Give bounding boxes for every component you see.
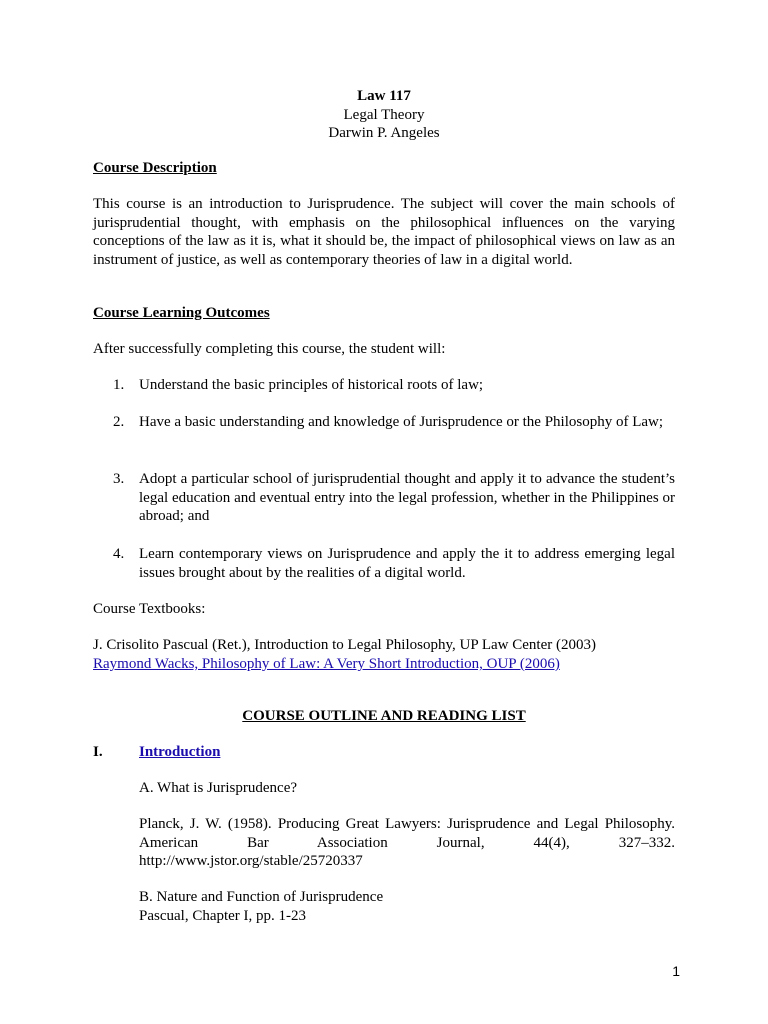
textbook-wacks-link[interactable]: Raymond Wacks, Philosophy of Law: A Very Short Introduction, OUP (2006) (93, 656, 560, 672)
section-numeral: I. (93, 744, 103, 760)
subtopic-what-is-jurisprudence: A. What is Jurisprudence? (139, 780, 298, 796)
course-description-heading: Course Description (93, 160, 217, 176)
reading-reference-planck: Planck, J. W. (1958). Producing Great Lawyers: Jurisprudence and Legal Philosophy. American Bar Association Journal, 44(4), 327–332. http://www.jstor.org/stable/25720337 (139, 816, 675, 869)
document-header (93, 87, 675, 143)
section-introduction-link[interactable]: Introduction (139, 744, 221, 760)
course-title: Legal Theory (343, 106, 425, 123)
list-item (113, 545, 675, 582)
course-description-body: This course is an introduction to Jurisprudence. The subject will cover the main schools of jurisprudential thought, with emphasis on the philosophical influences on the varying conceptions of the law as it is, what it should be, the impact of philosophical views on law as an instrument of justice, as well as contemporary theories of law in a digital world. (93, 196, 675, 268)
list-item-number: 2. (113, 414, 125, 430)
list-item-text: Understand the basic principles of historical roots of law; (139, 377, 484, 393)
learning-outcomes-heading: Course Learning Outcomes (93, 305, 270, 321)
learning-outcomes-intro: After successfully completing this course, the student will: (93, 341, 446, 357)
list-item (113, 376, 675, 395)
list-item (113, 413, 675, 432)
course-code: Law 117 (357, 88, 411, 104)
textbooks-label: Course Textbooks: (93, 601, 206, 617)
subtopic-nature-function: B. Nature and Function of Jurisprudence (139, 889, 384, 905)
textbook-pascual: J. Crisolito Pascual (Ret.), Introduction to Legal Philosophy, UP Law Center (2003) (93, 637, 596, 653)
reading-reference-pascual: Pascual, Chapter I, pp. 1-23 (139, 908, 307, 924)
list-item-number: 3. (113, 471, 125, 487)
instructor-name: Darwin P. Angeles (328, 125, 440, 141)
list-item-number: 4. (113, 546, 125, 562)
page-number: 1 (672, 963, 680, 979)
course-outline-heading: COURSE OUTLINE AND READING LIST (242, 708, 526, 724)
list-item-text: Adopt a particular school of jurisprudential thought and apply it to advance the student’s legal education and eventual entry into the legal profession, whether in the Philippines or abroad; and (139, 471, 675, 524)
list-item-text: Learn contemporary views on Jurisprudence and apply the it to address emerging legal issues brought about by the realities of a digital world. (139, 546, 675, 581)
list-item (113, 470, 675, 526)
list-item-text: Have a basic understanding and knowledge of Jurisprudence or the Philosophy of Law; (139, 414, 664, 430)
list-item-number: 1. (113, 377, 125, 393)
